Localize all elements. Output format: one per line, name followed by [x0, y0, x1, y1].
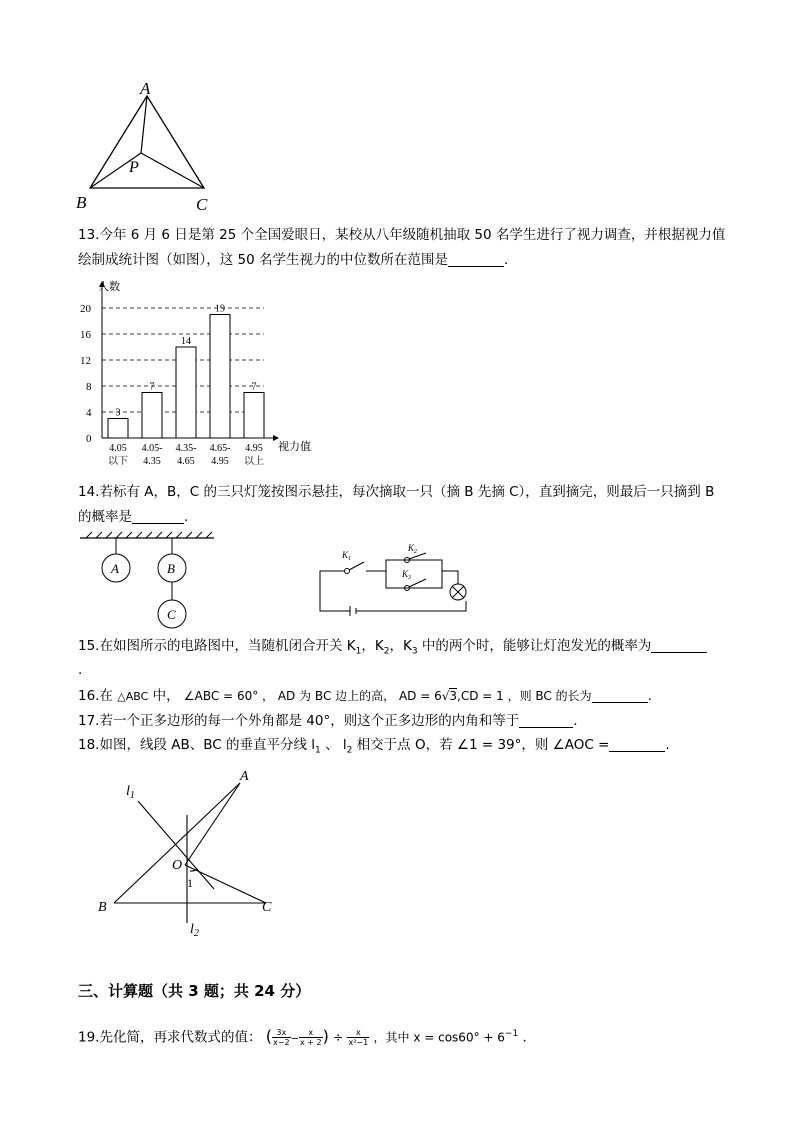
- x-tick-label: 4.95: [245, 443, 263, 454]
- x-tick-label: 4.05-: [141, 443, 163, 454]
- x-tick-label: 4.65: [177, 456, 195, 467]
- bar: [176, 347, 196, 438]
- question-16-b: 中，: [148, 688, 184, 704]
- y-tick-label: 8: [86, 381, 92, 393]
- lanterns-figure: [78, 530, 218, 630]
- question-15-k3: K: [402, 638, 412, 654]
- y-tick-label: 0: [86, 433, 92, 445]
- bar: [142, 393, 162, 439]
- lantern-b-label: B: [167, 561, 175, 576]
- question-19-end: .: [518, 1029, 527, 1046]
- k1-label: $K_1$: [342, 550, 352, 562]
- question-13-text: 绘制成统计图（如图），这 50 名学生视力的中位数所在范围是: [78, 252, 449, 268]
- question-14-text: 的概率是: [78, 509, 132, 525]
- question-17-end: .: [573, 713, 578, 729]
- question-15-text: 15.在如图所示的电路图中，当随机闭合开关 K: [78, 638, 356, 654]
- fraction-2: $\frac{x}{x + 2}$: [299, 1028, 322, 1047]
- question-15-k1-sub: 1: [355, 646, 362, 657]
- lantern-c-label: C: [167, 607, 176, 622]
- lantern-a-label: A: [111, 561, 119, 576]
- minus-sign: −: [290, 1033, 299, 1045]
- question-15-k2-sub: 2: [383, 646, 390, 657]
- question-15-k2: K: [374, 638, 384, 654]
- paren-close: ): [322, 1026, 329, 1046]
- question-16-d: ,CD = 1 ，则 BC 的长为: [457, 689, 592, 703]
- fig18-c-label: C: [262, 900, 272, 915]
- x-tick-label: 4.35-: [175, 443, 197, 454]
- question-18-a: 18.如图，线段 AB、BC 的垂直平分线 l: [78, 737, 316, 753]
- answer-blank-14[interactable]: [132, 509, 184, 524]
- answer-blank-13[interactable]: [448, 252, 504, 267]
- question-17-text: 17.若一个正多边形的每一个外角都是 40°，则这个正多边形的内角和等于: [78, 713, 520, 729]
- fig18-l2-label: $l_2$: [190, 922, 199, 939]
- x-tick-label: 以下: [108, 456, 128, 467]
- bar-value-label: 3: [115, 407, 121, 419]
- bar-value-label: 19: [215, 303, 225, 315]
- y-tick-label: 20: [80, 303, 91, 315]
- bisector-figure: [92, 765, 292, 945]
- question-18: [78, 733, 670, 763]
- k3-label: $K_3$: [402, 569, 412, 581]
- switch-k1: [345, 569, 350, 574]
- question-15-after: 中的两个时，能够让灯泡发光的概率为: [417, 638, 652, 654]
- section-3-title: 三、计算题（共 3 题；共 24 分）: [78, 982, 311, 1000]
- question-19-a: 19.先化简，再求代数式的值：: [78, 1029, 262, 1046]
- answer-blank-17[interactable]: [519, 713, 573, 728]
- question-15: 15.在如图所示的电路图中，当随机闭合开关 $K_1$，$K_2$，$K_3$ 中的两个时，能够让灯泡发光的概率为: [78, 634, 707, 664]
- x-tick-label: 以上: [244, 456, 264, 467]
- bar-value-label: 14: [181, 336, 191, 347]
- question-15-end: .: [78, 662, 83, 678]
- question-14-line1: 14.若标有 A，B，C 的三只灯笼按图示悬挂，每次摘取一只（摘 B 先摘 C），直到摘完，则最后一只摘到 B: [78, 484, 715, 500]
- question-13-line1: 13.今年 6 月 6 日是第 25 个全国爱眼日，某校从八年级随机抽取 50 名学生进行了视力调查，并根据视力值: [78, 227, 726, 243]
- question-16-end: .: [647, 688, 652, 704]
- y-tick-label: 4: [86, 407, 92, 419]
- question-15-k3-sub: 3: [411, 646, 418, 657]
- y-tick-label: 12: [80, 355, 91, 367]
- question-19-b: ，其中 x = cos60° + 6: [373, 1030, 505, 1045]
- bar: [210, 315, 230, 439]
- x-tick-label: 4.95: [211, 456, 229, 467]
- question-16-angle: ∠ABC = 60°: [183, 689, 259, 703]
- vertex-b-label: B: [76, 193, 87, 212]
- question-14-line2: [78, 505, 188, 529]
- question-18-end: .: [665, 737, 670, 753]
- y-tick-label: 16: [80, 329, 91, 341]
- answer-blank-18[interactable]: [609, 737, 665, 752]
- vision-bar-chart: [78, 278, 328, 470]
- bar: [108, 419, 128, 439]
- x-tick-label: 4.05: [109, 443, 127, 454]
- divide-sign: ÷: [333, 1030, 344, 1045]
- question-16-c: ， AD 为 BC 边上的高， AD = 6: [258, 689, 442, 703]
- bar-value-label: 7: [251, 381, 257, 393]
- bar-value-label: 7: [149, 381, 155, 393]
- question-16: [78, 684, 652, 709]
- question-16-triangle: △ABC: [117, 690, 149, 703]
- fig18-b-label: B: [98, 900, 107, 915]
- question-18-sub2: 2: [346, 745, 353, 756]
- vertex-a-label: A: [140, 80, 151, 98]
- question-16-sqrt: √3: [441, 689, 458, 703]
- x-tick-label: 4.65-: [209, 443, 231, 454]
- question-13-line2: [78, 248, 508, 272]
- fig18-a-label: A: [240, 769, 249, 784]
- answer-blank-15[interactable]: [651, 638, 707, 653]
- question-19-exp: −1: [504, 1029, 519, 1039]
- fig18-l1-label: $l_1$: [126, 784, 135, 801]
- fraction-1: $\frac{3x}{x-2}$: [273, 1028, 290, 1047]
- x-tick-label: 4.35: [143, 456, 161, 467]
- fraction-3: $\frac{x}{\text{x²−1}}$: [348, 1028, 369, 1047]
- question-13-end: .: [504, 252, 509, 268]
- paren-open: (: [265, 1026, 273, 1046]
- x-axis-label: 视力值: [278, 441, 311, 453]
- bar: [244, 393, 264, 439]
- question-18-c: 相交于点 O，若 ∠1 = 39°，则 ∠AOC =: [352, 737, 610, 753]
- question-17: [78, 709, 578, 733]
- question-14-end: .: [184, 509, 189, 525]
- triangle-figure: [72, 80, 222, 215]
- k2-label: $K_2$: [408, 543, 418, 555]
- fig18-angle1-label: 1: [187, 876, 193, 890]
- answer-blank-16[interactable]: [592, 688, 648, 703]
- question-16-a: 16.在: [78, 688, 118, 704]
- question-18-sub1: 1: [315, 745, 321, 756]
- question-19: [78, 1020, 527, 1054]
- vertex-c-label: C: [196, 195, 208, 214]
- y-axis-label: 人数: [98, 281, 120, 293]
- question-18-b: 、 l: [320, 737, 347, 753]
- point-p-label: P: [129, 159, 139, 176]
- circuit-figure: [316, 543, 476, 621]
- fig18-o-label: O: [172, 858, 183, 873]
